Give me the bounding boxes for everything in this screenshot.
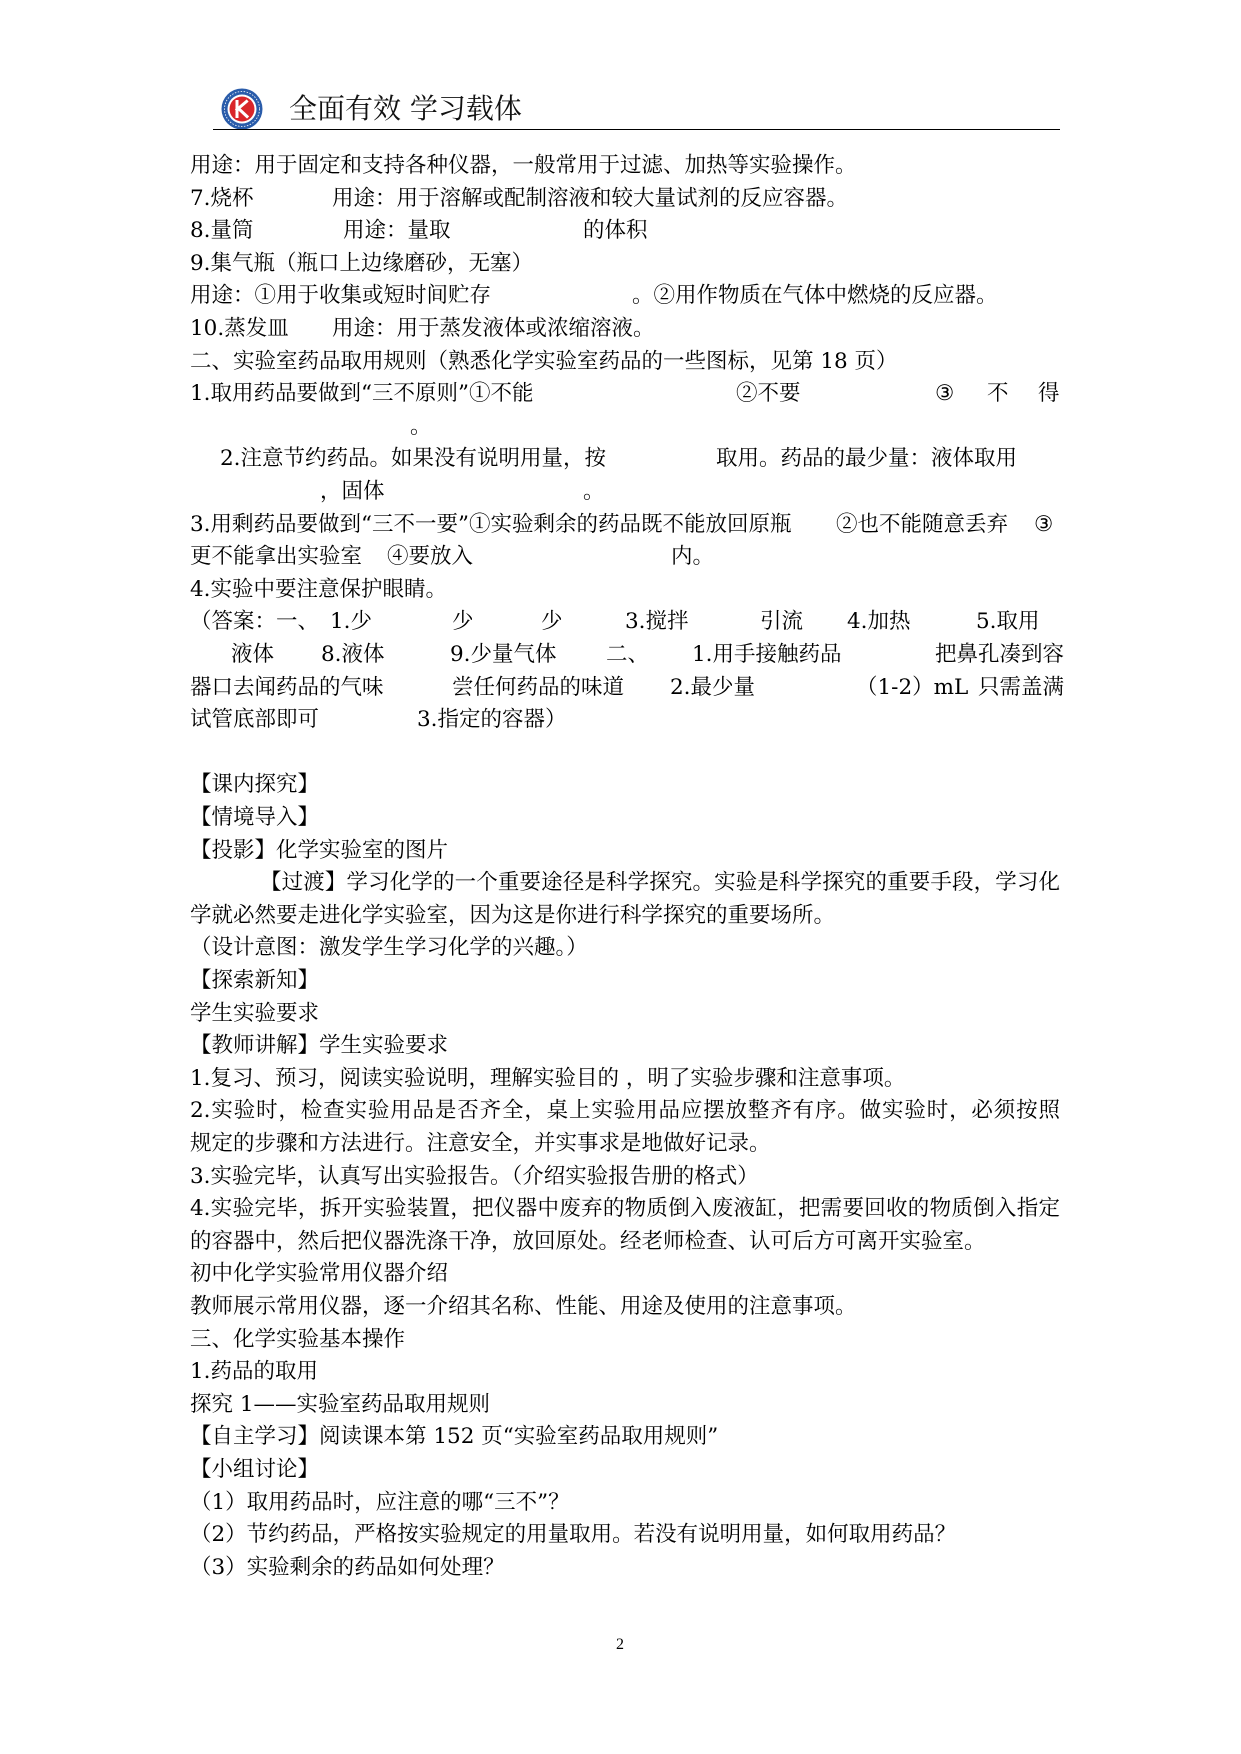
paragraph-text: 4.实验完毕，拆开实验装置，把仪器中废弃的物质倒入废液缸，把需要回收的物质倒入指定 [190, 1196, 1060, 1222]
school-logo-badge-icon [221, 88, 263, 130]
header-divider [213, 129, 1060, 130]
rule-save-drugs-end [0, 476, 1241, 508]
beaker-line [0, 183, 1241, 215]
evaporating-dish-usage: 用途：用于蒸发液体或浓缩溶液。 [332, 316, 655, 341]
rule-item-3-char: 不 [987, 381, 1009, 407]
answer-text: 2.最少量 [670, 674, 756, 700]
rule-leftover-line [0, 509, 1241, 541]
discussion-question-2 [0, 1519, 1241, 1551]
paragraph-text: 学就必然要走进化学实验室，因为这是你进行科学探究的重要场所。 [190, 902, 836, 928]
rule-item-2: ②不要 [736, 381, 801, 407]
answer-key-line-3 [0, 672, 1241, 704]
page-number: 2 [616, 1636, 624, 1653]
cylinder-usage: 用途：量取 [343, 218, 451, 244]
paragraph-text: 1.复习、预习，阅读实验说明，理解实验目的 ，明了实验步骤和注意事项。 [190, 1065, 906, 1091]
gas-jar-usage-1: 用途：①用于收集或短时间贮存 [190, 283, 492, 309]
answer-key-line-4 [0, 704, 1241, 736]
solid-amount-text: ，固体 [320, 479, 385, 504]
requirement-2-line-1 [0, 1095, 1241, 1127]
teacher-explains-line [0, 1030, 1241, 1062]
graduated-cylinder-line [0, 215, 1241, 247]
beaker-label: 7.烧杯 [190, 185, 254, 211]
transition-line-2 [0, 900, 1241, 932]
heading-text: 1.药品的取用 [190, 1359, 319, 1385]
usage-text: 用途：用于固定和支持各种仪器，一般常用于过滤、加热等实验操作。 [190, 153, 857, 178]
requirement-4-line-2 [0, 1226, 1241, 1258]
heading-text: 三、化学实验基本操作 [190, 1326, 406, 1352]
header-title: 全面有效 学习载体 [289, 92, 522, 125]
projection-line [0, 835, 1241, 867]
gas-jar-usage-2: 。②用作物质在气体中燃烧的反应器。 [632, 283, 998, 309]
gas-jar-line [0, 248, 1241, 280]
rule-item-3-char: 得 [1038, 381, 1060, 407]
rule-save-drugs-tail: 取用。药品的最少量：液体取用 [716, 446, 1018, 472]
rule-leftover-cont-line [0, 541, 1241, 573]
heading-text: 【情境导入】 [190, 805, 320, 830]
rule-save-drugs-line [0, 443, 1241, 475]
evaporating-dish-line [0, 313, 1241, 345]
rule-three-nots-end [0, 411, 1241, 443]
answer-text: 试管底部即可 [190, 707, 320, 733]
answer-text: 二、 [606, 642, 650, 667]
rule-save-drugs-text: 2.注意节约药品。如果没有说明用量，按 [220, 446, 607, 472]
requirement-4-line-1 [0, 1193, 1241, 1225]
self-study-line [0, 1421, 1241, 1453]
answer-key-line-1 [0, 606, 1241, 638]
subsection-drug-taking [0, 1356, 1241, 1388]
answer-text: 引流 [760, 609, 804, 635]
heading-in-class-inquiry [0, 769, 1241, 801]
paragraph-text: （设计意图：激发学生学习化学的兴趣。） [190, 935, 588, 961]
answer-text: 5.取用 [976, 609, 1040, 635]
rule-leftover-text: 3.用剩药品要做到“三不一要”①实验剩余的药品既不能放回原瓶 [190, 511, 792, 537]
paragraph-text: 【投影】化学实验室的图片 [190, 837, 449, 863]
gas-jar-usage-line [0, 280, 1241, 312]
teacher-demo-line [0, 1291, 1241, 1323]
gas-jar-label: 9.集气瓶（瓶口上边缘磨砂，无塞） [190, 250, 534, 276]
paragraph-text: 2.实验时，检查实验用品是否齐全，桌上实验用品应摆放整齐有序。做实验时，必须按照 [190, 1098, 1060, 1124]
rule-leftover-item-3: ③ [1034, 511, 1054, 537]
question-text: （1）取用药品时，应注意的哪“三不”？ [190, 1489, 570, 1515]
answer-text: 少 [541, 609, 563, 635]
heading-text: 【课内探究】 [190, 772, 320, 798]
answer-text: 8.液体 [321, 642, 385, 667]
answer-text: 少 [452, 609, 474, 635]
heading-scenario-intro [0, 802, 1241, 834]
heading-text: 探究 1——实验室药品取用规则 [190, 1391, 491, 1417]
paragraph-text: 3.实验完毕，认真写出实验报告。（介绍实验报告册的格式） [190, 1163, 759, 1189]
answer-text: 1.用手接触药品 [692, 642, 842, 667]
instrument-intro-title [0, 1258, 1241, 1290]
rule-eye-protection [0, 574, 1241, 606]
inquiry-1-title [0, 1389, 1241, 1421]
paragraph-text: 规定的步骤和方法进行。注意安全，并实事求是地做好记录。 [190, 1131, 771, 1156]
rule-leftover-cont-text: 更不能拿出实验室 [190, 544, 363, 570]
requirement-1 [0, 1063, 1241, 1095]
answer-text: 3.指定的容器） [417, 707, 567, 733]
iron-stand-usage-line [0, 150, 1241, 182]
transition-line-1 [0, 867, 1241, 899]
heading-text: 【探索新知】 [190, 968, 320, 993]
heading-group-discussion [0, 1454, 1241, 1486]
requirement-2-line-2 [0, 1128, 1241, 1160]
answer-text: 3.搅拌 [625, 609, 689, 635]
requirement-3 [0, 1161, 1241, 1193]
answer-text: （答案：一、 [190, 609, 320, 635]
design-intent-line [0, 932, 1241, 964]
rule-three-nots-line [0, 378, 1241, 410]
paragraph-text: 教师展示常用仪器，逐一介绍其名称、性能、用途及使用的注意事项。 [190, 1294, 857, 1319]
rule-text: 4.实验中要注意保护眼睛。 [190, 576, 448, 602]
paragraph-text: 【教师讲解】学生实验要求 [190, 1033, 449, 1059]
section-2-heading [0, 346, 1241, 378]
answer-text: 4.加热 [847, 609, 911, 635]
heading-text: 初中化学实验常用仪器介绍 [190, 1261, 449, 1287]
answer-text: 把鼻孔凑到容 [935, 642, 1065, 667]
discussion-question-3 [0, 1552, 1241, 1584]
heading-text: 二、实验室药品取用规则（熟悉化学实验室药品的一些图标，见第 18 页） [190, 348, 898, 374]
answer-text: 尝任何药品的味道 [452, 674, 625, 700]
answer-text: （1-2）mL [856, 674, 969, 700]
heading-text: 【小组讨论】 [190, 1457, 320, 1482]
evaporating-dish-label: 10.蒸发皿 [190, 316, 289, 341]
rule-three-nots-intro: 1.取用药品要做到“三不原则”①不能 [190, 381, 534, 407]
beaker-usage: 用途：用于溶解或配制溶液和较大量试剂的反应容器。 [332, 185, 849, 211]
rule-leftover-item-4: ④要放入 [387, 544, 474, 570]
answer-text: 只需盖满 [978, 674, 1065, 700]
answer-text: 1.少 [330, 609, 373, 635]
heading-explore-new [0, 965, 1241, 997]
period-mark: 。 [583, 479, 605, 504]
period-mark: 。 [410, 413, 432, 439]
discussion-question-1 [0, 1487, 1241, 1519]
rule-leftover-item-2: ②也不能随意丢弃 [836, 511, 1009, 537]
paragraph-text: 【过渡】学习化学的一个重要途径是科学探究。实验是科学探究的重要手段，学习化 [260, 870, 1060, 896]
cylinder-usage-tail: 的体积 [583, 218, 648, 244]
heading-text: 学生实验要求 [190, 1000, 320, 1026]
paragraph-text: 的容器中，然后把仪器洗涤干净，放回原处。经老师检查、认可后方可离开实验室。 [190, 1228, 986, 1254]
section-3-heading [0, 1324, 1241, 1356]
student-requirements-title [0, 998, 1241, 1030]
answer-text: 器口去闻药品的气味 [190, 674, 384, 700]
rule-leftover-tail: 内。 [671, 544, 715, 570]
rule-item-3: ③ [935, 381, 955, 407]
answer-text: 9.少量气体 [450, 642, 557, 667]
cylinder-label: 8.量筒 [190, 218, 254, 244]
question-text: （2）节约药品，严格按实验规定的用量取用。若没有说明用量，如何取用药品？ [190, 1522, 957, 1548]
answer-text: 液体 [231, 642, 275, 667]
answer-key-line-2 [0, 639, 1241, 671]
paragraph-text: 【自主学习】阅读课本第 152 页“实验室药品取用规则” [190, 1424, 719, 1450]
question-text: （3）实验剩余的药品如何处理？ [190, 1554, 505, 1580]
